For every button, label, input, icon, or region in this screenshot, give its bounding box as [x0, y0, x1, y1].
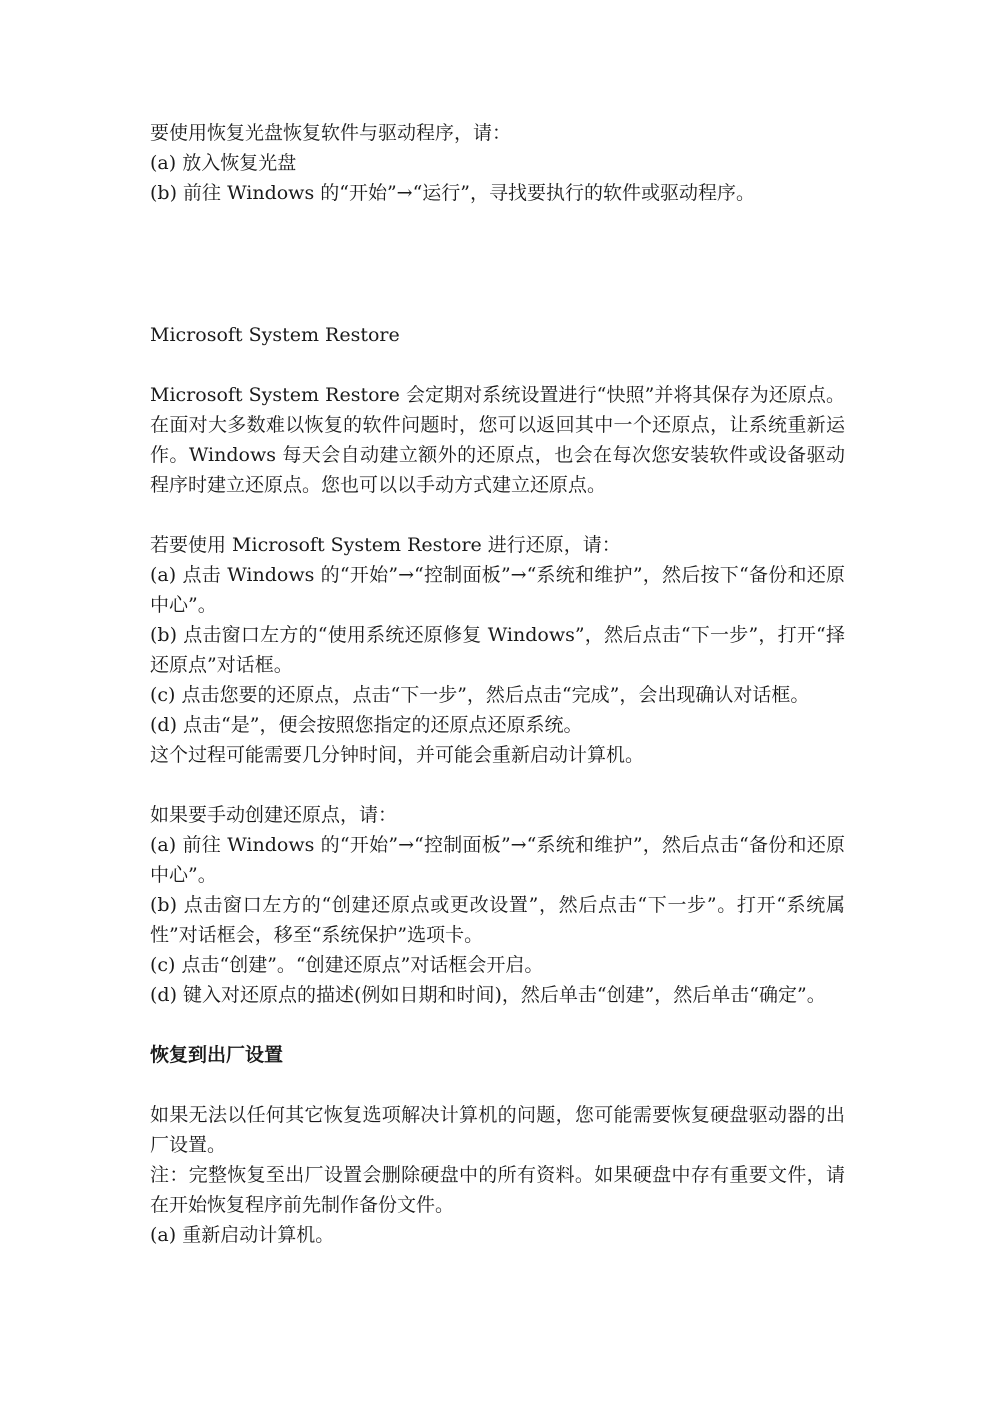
spacer [150, 350, 845, 380]
spacer [150, 1070, 845, 1100]
restore-note: 这个过程可能需要几分钟时间，并可能会重新启动计算机。 [150, 744, 645, 766]
factory-heading: 恢复到出厂设置 [150, 1044, 284, 1066]
manual-lead: 如果要手动创建还原点，请： [150, 804, 398, 826]
spacer [150, 1010, 845, 1040]
restore-description: Microsoft System Restore 会定期对系统设置进行“快照”并将其保存为还原点。在面对大多数难以恢复的软件问题时，您可以返回其中一个还原点，让系统重新运作。Windows 每天会自动建立额外的还原点，也会在每次您安装软件或设备驱动程序时建立还原点。您也可以以手动方式建立还原点。 [150, 384, 845, 496]
intro-lead: 要使用恢复光盘恢复软件与驱动程序，请： [150, 122, 512, 144]
restore-step-c: (c) 点击您要的还原点，点击“下一步”，然后点击“完成”，会出现确认对话框。 [150, 684, 810, 706]
manual-step-b: (b) 点击窗口左方的“创建还原点或更改设置”，然后点击“下一步”。打开“系统属性”对话框会，移至“系统保护”选项卡。 [150, 894, 845, 946]
restore-step-a: (a) 点击 Windows 的“开始”→“控制面板”→“系统和维护”，然后按下“备份和还原中心”。 [150, 564, 845, 616]
document-page [150, 118, 845, 1250]
restore-step-d: (d) 点击“是”，便会按照您指定的还原点还原系统。 [150, 714, 583, 736]
restore-heading: Microsoft System Restore [150, 324, 400, 346]
restore-lead: 若要使用 Microsoft System Restore 进行还原，请： [150, 534, 621, 556]
spacer [150, 770, 845, 800]
manual-step-a: (a) 前往 Windows 的“开始”→“控制面板”→“系统和维护”，然后点击“备份和还原中心”。 [150, 834, 845, 886]
factory-step-a: (a) 重新启动计算机。 [150, 1224, 335, 1246]
factory-warning: 注：完整恢复至出厂设置会删除硬盘中的所有资料。如果硬盘中存有重要文件，请在开始恢复程序前先制作备份文件。 [150, 1164, 845, 1216]
intro-step-b: (b) 前往 Windows 的“开始”→“运行”，寻找要执行的软件或驱动程序。 [150, 182, 756, 204]
spacer [150, 208, 845, 320]
restore-step-b: (b) 点击窗口左方的“使用系统还原修复 Windows”，然后点击“下一步”，打开“择还原点”对话框。 [150, 624, 845, 676]
manual-step-d: (d) 键入对还原点的描述(例如日期和时间)，然后单击“创建”，然后单击“确定”。 [150, 984, 826, 1006]
factory-description: 如果无法以任何其它恢复选项解决计算机的问题，您可能需要恢复硬盘驱动器的出厂设置。 [150, 1104, 845, 1156]
spacer [150, 500, 845, 530]
intro-step-a: (a) 放入恢复光盘 [150, 152, 297, 174]
manual-step-c: (c) 点击“创建”。“创建还原点”对话框会开启。 [150, 954, 544, 976]
